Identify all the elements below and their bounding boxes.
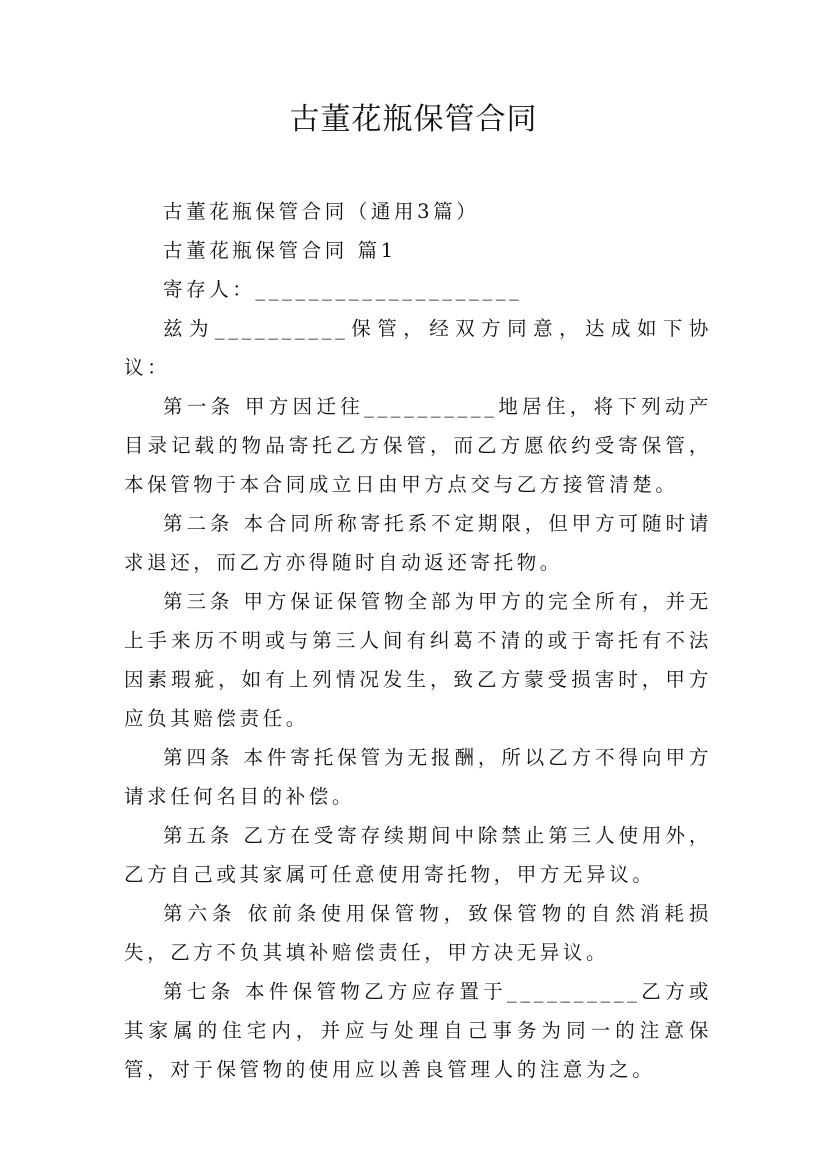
paragraph-article-4: 第四条 本件寄托保管为无报酬，所以乙方不得向甲方请求任何名目的补偿。 — [124, 746, 712, 808]
paragraph-depositor: 寄存人：____________________ — [163, 278, 523, 301]
document-title: 古董花瓶保管合同 — [289, 102, 538, 137]
paragraph-article-2: 第二条 本合同所称寄托系不定期限，但甲方可随时请求退还，而乙方亦得随时自动返还寄托物。 — [124, 512, 712, 574]
paragraph-article-5: 第五条 乙方在受寄存续期间中除禁止第三人使用外，乙方自己或其家属可任意使用寄托物，甲方无异议。 — [124, 824, 712, 886]
paragraph-article-6: 第六条 依前条使用保管物，致保管物的自然消耗损失，乙方不负其填补赔偿责任，甲方决无异议。 — [124, 902, 712, 964]
paragraph-section-heading: 古董花瓶保管合同 篇1 — [163, 239, 397, 262]
paragraph-article-7: 第七条 本件保管物乙方应存置于__________乙方或其家属的住宅内，并应与处理自己事务为同一的注意保管，对于保管物的使用应以善良管理人的注意为之。 — [124, 980, 712, 1081]
paragraph-subtitle: 古董花瓶保管合同（通用3篇） — [163, 200, 480, 223]
document-body — [124, 192, 712, 1089]
paragraph-article-1: 第一条 甲方因迁往__________地居住，将下列动产目录记载的物品寄托乙方保管，而乙方愿依约受寄保管，本保管物于本合同成立日由甲方点交与乙方接管清楚。 — [124, 395, 712, 496]
paragraph-article-3: 第三条 甲方保证保管物全部为甲方的完全所有，并无上手来历不明或与第三人间有纠葛不清的或于寄托有不法因素瑕疵，如有上列情况发生，致乙方蒙受损害时，甲方应负其赔偿责任。 — [124, 590, 712, 730]
paragraph-preamble: 兹为__________保管，经双方同意，达成如下协议： — [124, 317, 712, 379]
